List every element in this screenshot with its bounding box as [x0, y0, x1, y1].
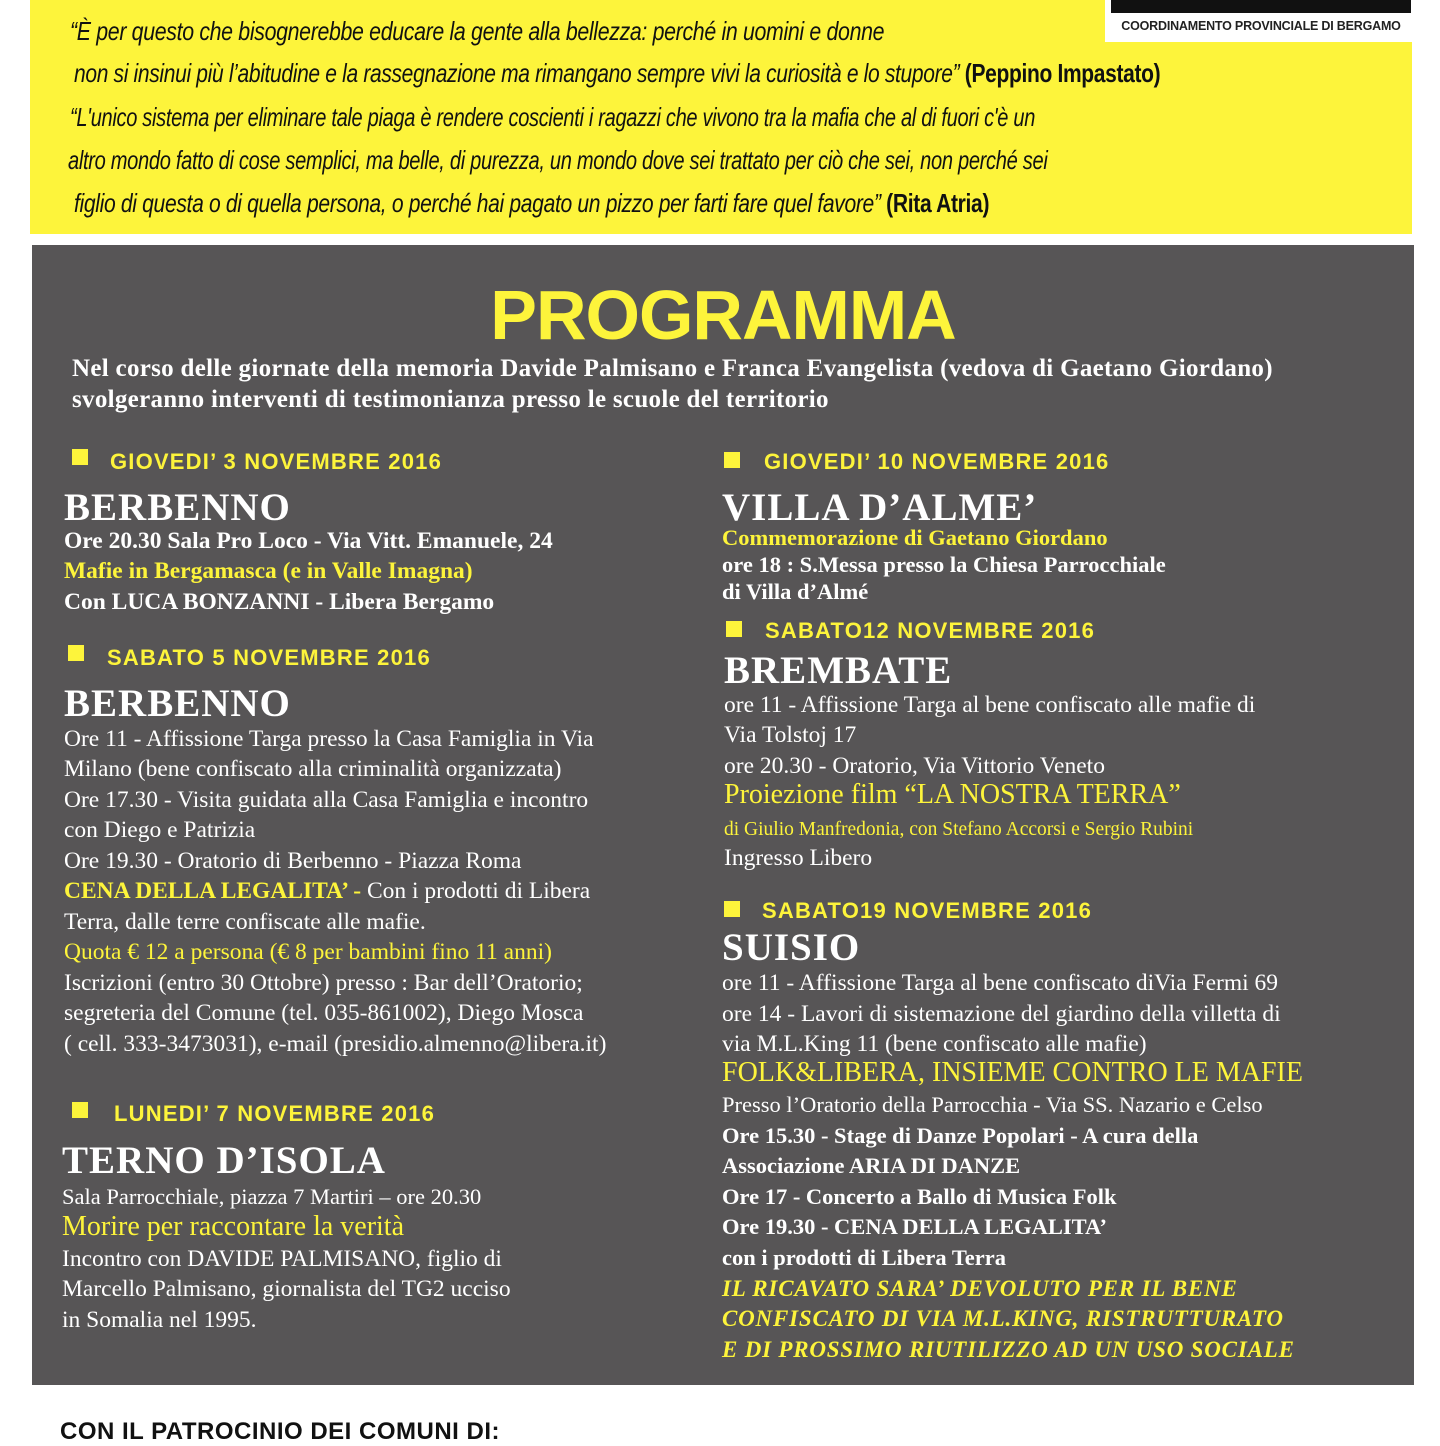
event-line: Con LUCA BONZANNI - Libera Bergamo	[64, 589, 495, 615]
quote-banner	[30, 0, 1412, 234]
event-place: BERBENNO	[64, 486, 291, 529]
event-line: Ore 15.30 - Stage di Danze Popolari - A cura della	[722, 1123, 1199, 1148]
patronage-heading: CON IL PATROCINIO DEI COMUNI DI:	[60, 1418, 500, 1445]
bullet-icon	[724, 452, 740, 468]
event-line: Terra, dalle terre confiscate alle mafie.	[64, 909, 426, 935]
event-line	[64, 878, 590, 905]
event-line: Sala Parrocchiale, piazza 7 Martiri – ore 20.30	[62, 1184, 482, 1209]
event-date: SABATO19 NOVEMBRE 2016	[762, 898, 1093, 923]
quote-atria-line-1: “L'unico sistema per eliminare tale piaga è rendere coscienti i ragazzi che vivono tra la mafia che al di fuori c'è un	[70, 102, 1036, 132]
event-place: TERNO D’ISOLA	[62, 1139, 386, 1182]
event-line: ore 20.30 - Oratorio, Via Vittorio Veneto	[724, 753, 1105, 779]
quote-impastato-author: (Peppino Impastato)	[964, 58, 1161, 88]
event-place: SUISIO	[722, 926, 861, 969]
event-line: Via Tolstoj 17	[724, 722, 857, 748]
org-name: COORDINAMENTO PROVINCIALE DI BERGAMO	[1121, 19, 1401, 33]
program-intro: Nel corso delle giornate della memoria Davide Palmisano e Franca Evangelista (vedova di Gaetano Giordano) svolgeranno interventi di testimonianza presso le scuole del territorio	[72, 355, 1273, 413]
org-logo-box	[1105, 0, 1412, 42]
event-line: Ore 11 - Affissione Targa presso la Casa Famiglia in Via	[64, 726, 594, 752]
event-line: di Villa d’Almé	[722, 579, 869, 604]
event-line: Ore 19.30 - Oratorio di Berbenno - Piazza Roma	[64, 848, 522, 874]
bullet-icon	[68, 645, 84, 661]
event-line: Ore 17.30 - Visita guidata alla Casa Famiglia e incontro	[64, 787, 589, 813]
event-line: Ore 20.30 Sala Pro Loco - Via Vitt. Emanuele, 24	[64, 528, 553, 554]
event-date: LUNEDI’ 7 NOVEMBRE 2016	[114, 1101, 436, 1126]
event-line: Ore 17 - Concerto a Ballo di Musica Folk	[722, 1184, 1117, 1209]
event-line: ore 14 - Lavori di sistemazione del giardino della villetta di	[722, 1001, 1281, 1027]
dinner-desc: Con i prodotti di Libera	[361, 878, 591, 904]
event-line: con Diego e Patrizia	[64, 817, 256, 843]
event-line: in Somalia nel 1995.	[62, 1307, 257, 1333]
event-line: Marcello Palmisano, giornalista del TG2 ucciso	[62, 1276, 511, 1302]
event-place: BREMBATE	[724, 649, 953, 692]
event-line: con i prodotti di Libera Terra	[722, 1245, 1006, 1270]
event-line: Associazione ARIA DI DANZE	[722, 1153, 1021, 1178]
event-line: ore 11 - Affissione Targa al bene confiscato alle mafie di	[724, 692, 1256, 718]
quote-impastato-line-1: “È per questo che bisognerebbe educare la gente alla bellezza: perché in uomini e donne	[70, 16, 885, 46]
event-line-highlight: Proiezione film “LA NOSTRA TERRA”	[724, 779, 1181, 810]
event-line-highlight: Quota € 12 a persona (€ 8 per bambini fino 11 anni)	[64, 939, 552, 965]
bullet-icon	[72, 449, 88, 465]
event-line: Incontro con DAVIDE PALMISANO, figlio di	[62, 1246, 502, 1272]
event-line-highlight: IL RICAVATO SARA’ DEVOLUTO PER IL BENE	[722, 1276, 1238, 1301]
event-line: Presso l’Oratorio della Parrocchia - Via SS. Nazario e Celso	[722, 1092, 1263, 1117]
event-line-highlight: Morire per raccontare la verità	[62, 1211, 405, 1242]
quote-impastato-text: non si insinui più l’abitudine e la rassegnazione ma rimangano sempre vivi la curiosità e lo stupore”	[74, 58, 960, 88]
event-line: ore 11 - Affissione Targa al bene confiscato diVia Fermi 69	[722, 970, 1279, 996]
event-date: SABATO12 NOVEMBRE 2016	[765, 618, 1096, 643]
event-place: VILLA D’ALME’	[722, 486, 1038, 529]
event-line-highlight: Mafie in Bergamasca (e in Valle Imagna)	[64, 558, 473, 584]
bullet-icon	[72, 1102, 88, 1118]
event-line: Ingresso Libero	[724, 845, 873, 871]
event-line: ore 18 : S.Messa presso la Chiesa Parrocchiale	[722, 552, 1166, 577]
quote-atria-line-2: altro mondo fatto di cose semplici, ma belle, di purezza, un mondo dove sei trattato per ciò che sei, non perché sei	[68, 145, 1048, 175]
dinner-label: CENA DELLA LEGALITA’ -	[64, 878, 362, 904]
event-place: BERBENNO	[64, 682, 291, 725]
quote-impastato-line-2	[74, 58, 1160, 89]
quote-atria-line-3	[74, 188, 989, 219]
event-line-highlight: Commemorazione di Gaetano Giordano	[722, 525, 1108, 550]
event-line: segreteria del Comune (tel. 035-861002), Diego Mosca	[64, 1000, 584, 1026]
event-line-highlight: CONFISCATO DI VIA M.L.KING, RISTRUTTURATO	[722, 1306, 1284, 1331]
event-line: Milano (bene confiscato alla criminalità organizzata)	[64, 756, 562, 782]
event-line-highlight: FOLK&LIBERA, INSIEME CONTRO LE MAFIE	[722, 1057, 1303, 1088]
event-line-highlight: di Giulio Manfredonia, con Stefano Accorsi e Sergio Rubini	[724, 819, 1194, 840]
event-line: via M.L.King 11 (bene confiscato alle mafie)	[722, 1031, 1147, 1057]
bullet-icon	[724, 901, 740, 917]
org-logo-bar	[1111, 0, 1411, 13]
event-date: SABATO 5 NOVEMBRE 2016	[107, 645, 431, 670]
event-line: Ore 19.30 - CENA DELLA LEGALITA’	[722, 1214, 1108, 1239]
event-line: Iscrizioni (entro 30 Ottobre) presso : Bar dell’Oratorio;	[64, 970, 583, 996]
event-date: GIOVEDI’ 10 NOVEMBRE 2016	[764, 449, 1110, 474]
event-line: ( cell. 333-3473031), e-mail (presidio.almenno@libera.it)	[64, 1031, 607, 1057]
program-title: PROGRAMMA	[490, 276, 956, 354]
event-line-highlight: E DI PROSSIMO RIUTILIZZO AD UN USO SOCIALE	[722, 1337, 1295, 1362]
quote-atria-author: (Rita Atria)	[886, 188, 990, 218]
quote-atria-text: figlio di questa o di quella persona, o perché hai pagato un pizzo per farti fare quel favore”	[74, 188, 881, 218]
bullet-icon	[726, 621, 742, 637]
event-date: GIOVEDI’ 3 NOVEMBRE 2016	[110, 449, 443, 474]
program-panel	[32, 245, 1414, 1385]
